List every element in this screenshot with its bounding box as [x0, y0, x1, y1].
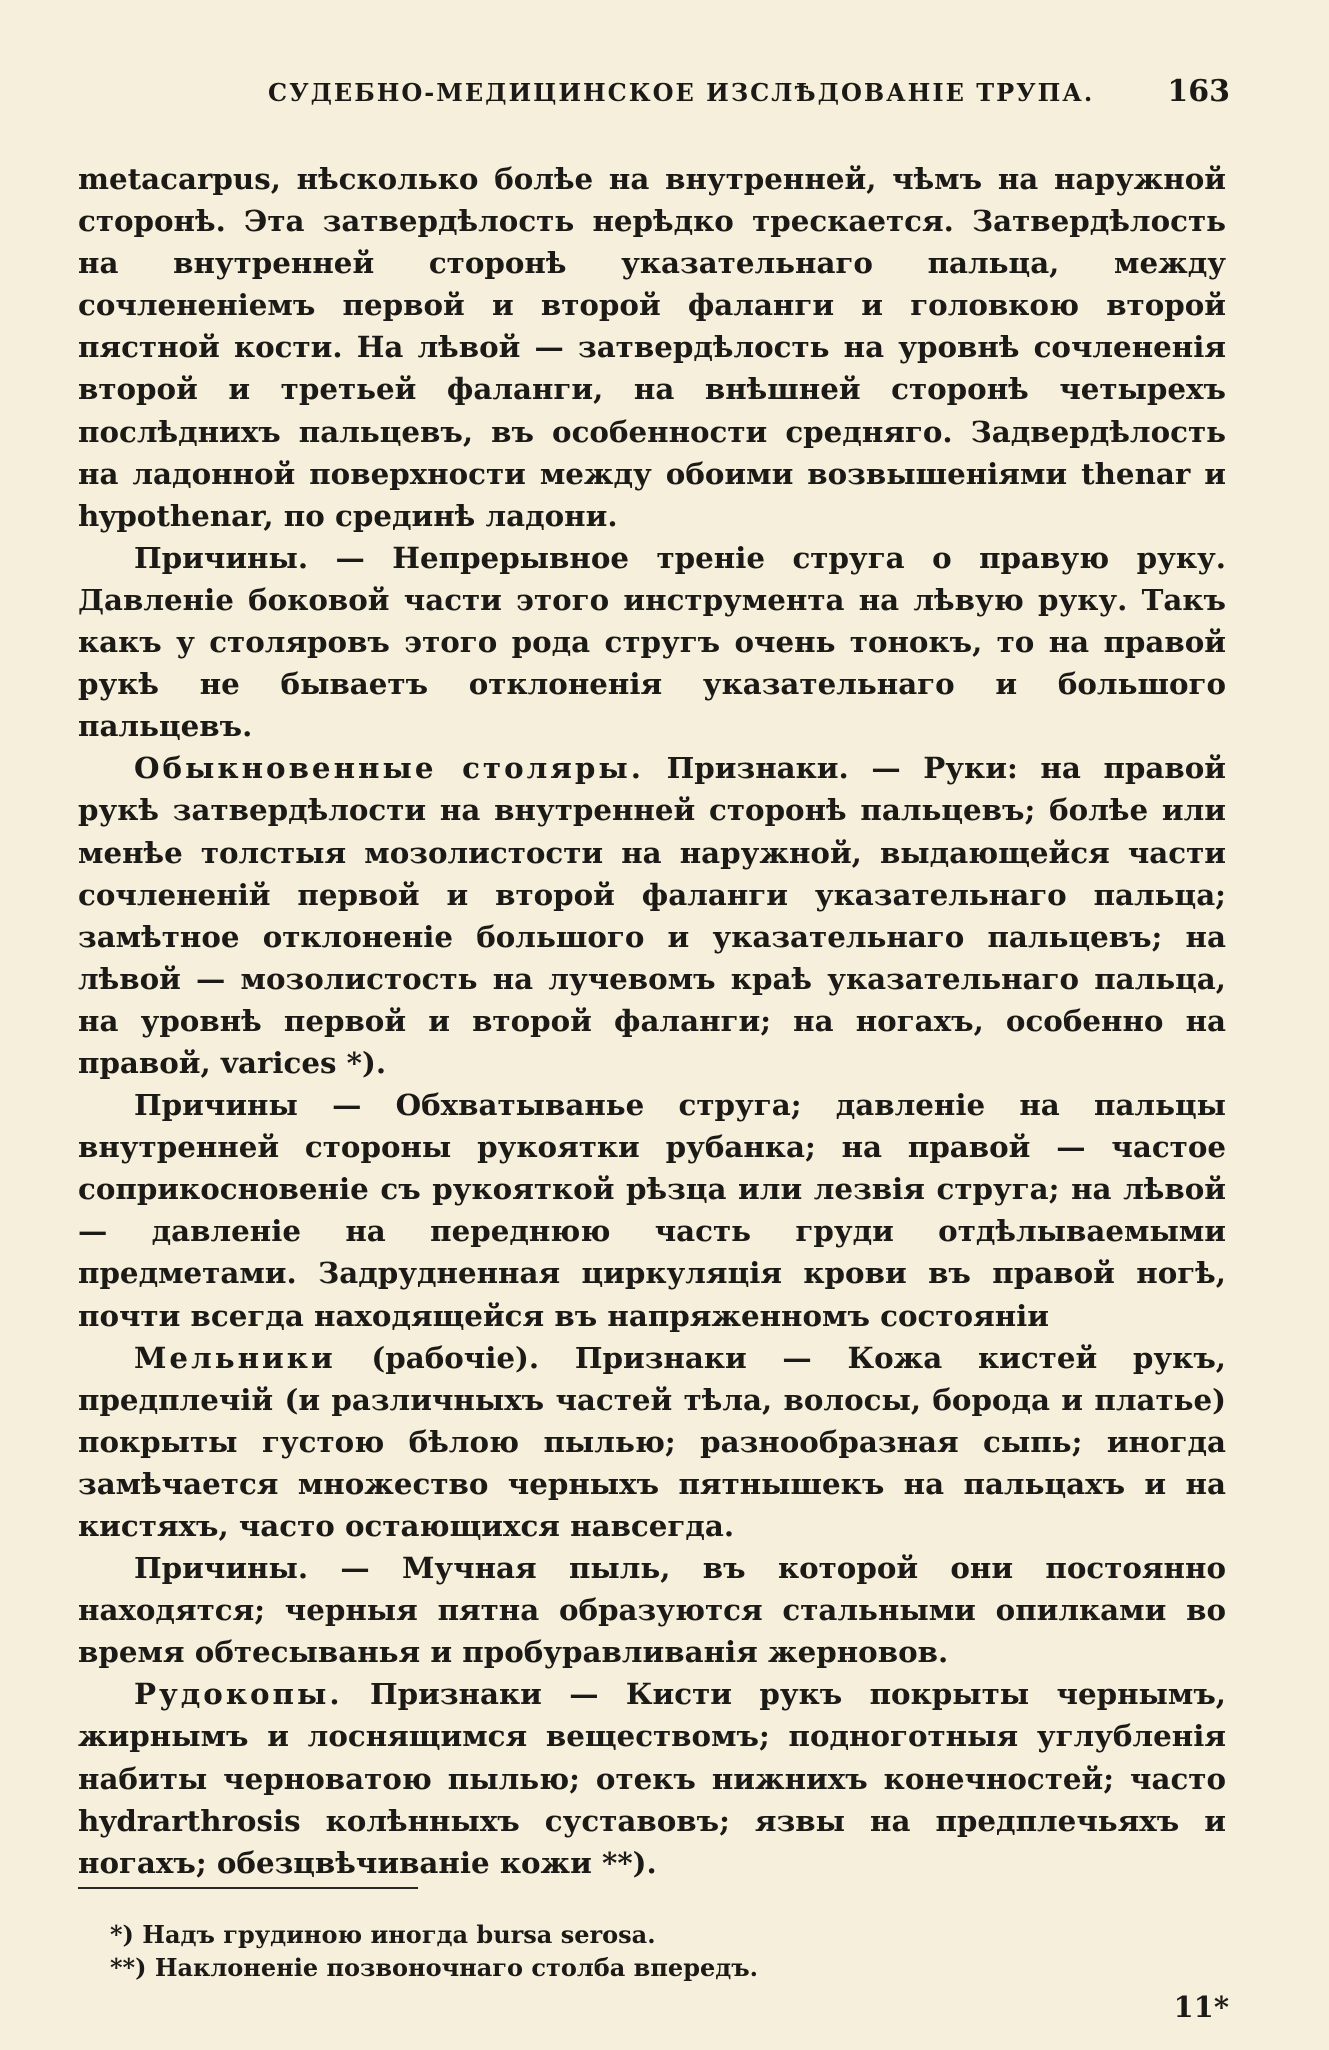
footnotes	[110, 1918, 1110, 1984]
paragraph	[78, 1084, 1226, 1337]
paragraph-text: Признаки. — Руки: на правой рукѣ затвердѣлости на внутренней сторонѣ пальцевъ; болѣе или менѣе толстыя мозолистости на наружной, выдающейся части сочлененій первой и второй фаланги указательнаго пальца; замѣтное отклоненіе большого и указательнаго пальцевъ; на лѣвой — мозолистость на лучевомъ краѣ указательнаго пальца, на уровнѣ первой и второй фаланги; на ногахъ, особенно на правой, varices *).	[78, 750, 1226, 1080]
signature-mark: 11*	[1173, 1990, 1229, 2024]
footnote-divider	[78, 1887, 418, 1889]
paragraph-text: (рабочіе). Признаки — Кожа кистей рукъ, предплечій (и различныхъ частей тѣла, волосы, борода и платье) покрыты густою бѣлою пылью; разнообразная сыпь; иногда замѣчается множество черныхъ пятнышекъ на пальцахъ и на кистяхъ, часто остающихся навсегда.	[78, 1339, 1226, 1543]
paragraph-text: metacarpus, нѣсколько болѣе на внутренней, чѣмъ на наружной сторонѣ. Эта затвердѣлость нерѣдко трескается. Затвердѣлость на внутренней сторонѣ указательнаго пальца, между сочлененіемъ первой и второй фаланги и головкою второй пястной кости. На лѣвой — затвердѣлость на уровнѣ сочлененія второй и третьей фаланги, на внѣшней сторонѣ четырехъ послѣднихъ пальцевъ, въ особенности средняго. Задвердѣлость на ладонной поверхности между обоими возвышеніями thenar и hypothenar, по срединѣ ладони.	[78, 161, 1226, 533]
body-text	[78, 158, 1226, 1884]
footnote: **) Наклоненіе позвоночнаго столба впередъ.	[110, 1953, 758, 1982]
paragraph	[78, 537, 1226, 747]
paragraph-text: Признаки — Кисти рукъ покрыты чернымъ, жирнымъ и лоснящимся веществомъ; подноготныя углубленія набиты черноватою пылью; отекъ нижнихъ конечностей; часто hydrarthrosis колѣнныхъ суставовъ; язвы на предплечьяхъ и ногахъ; обезцвѣчиваніе кожи **).	[78, 1676, 1226, 1880]
paragraph-lead: Обыкновенные столяры.	[134, 750, 644, 786]
paragraph-text: Причины. — Непрерывное треніе струга о правую руку. Давленіе боковой части этого инструмента на лѣвую руку. Такъ какъ у столяровъ этого рода стругъ очень тонокъ, то на правой рукѣ не бываетъ отклоненія указательнаго и большого пальцевъ.	[78, 539, 1226, 744]
paragraph-text: Причины — Обхватыванье струга; давленіе на пальцы внутренней стороны рукоятки рубанка; на правой — частое соприкосновеніе съ рукояткой рѣзца или лезвія струга; на лѣвой — давленіе на переднюю часть груди отдѣлываемыми предметами. Задрудненная циркуляція крови въ правой ногѣ, почти всегда находящейся въ напряженномъ состояніи	[78, 1087, 1226, 1333]
paragraph-lead: Мельники	[134, 1339, 336, 1375]
page-number: 163	[1167, 74, 1230, 109]
paragraph	[78, 1337, 1226, 1547]
paragraph	[78, 747, 1226, 1084]
paragraph-lead: Рудокопы.	[134, 1676, 343, 1712]
running-head: СУДЕБНО-МЕДИЦИНСКОЕ ИЗСЛѢДОВАНІЕ ТРУПА.	[268, 78, 1095, 107]
paragraph-text: Причины. — Мучная пыль, въ которой они постоянно находятся; черныя пятна образуются стальными опилками во время обтесыванья и пробуравливанія жерновов.	[78, 1550, 1226, 1670]
footnote: *) Надъ грудиною иногда bursa serosa.	[110, 1920, 656, 1949]
paragraph	[78, 1673, 1226, 1883]
page-header	[78, 74, 1230, 118]
paragraph	[78, 158, 1226, 537]
paragraph	[78, 1547, 1226, 1673]
